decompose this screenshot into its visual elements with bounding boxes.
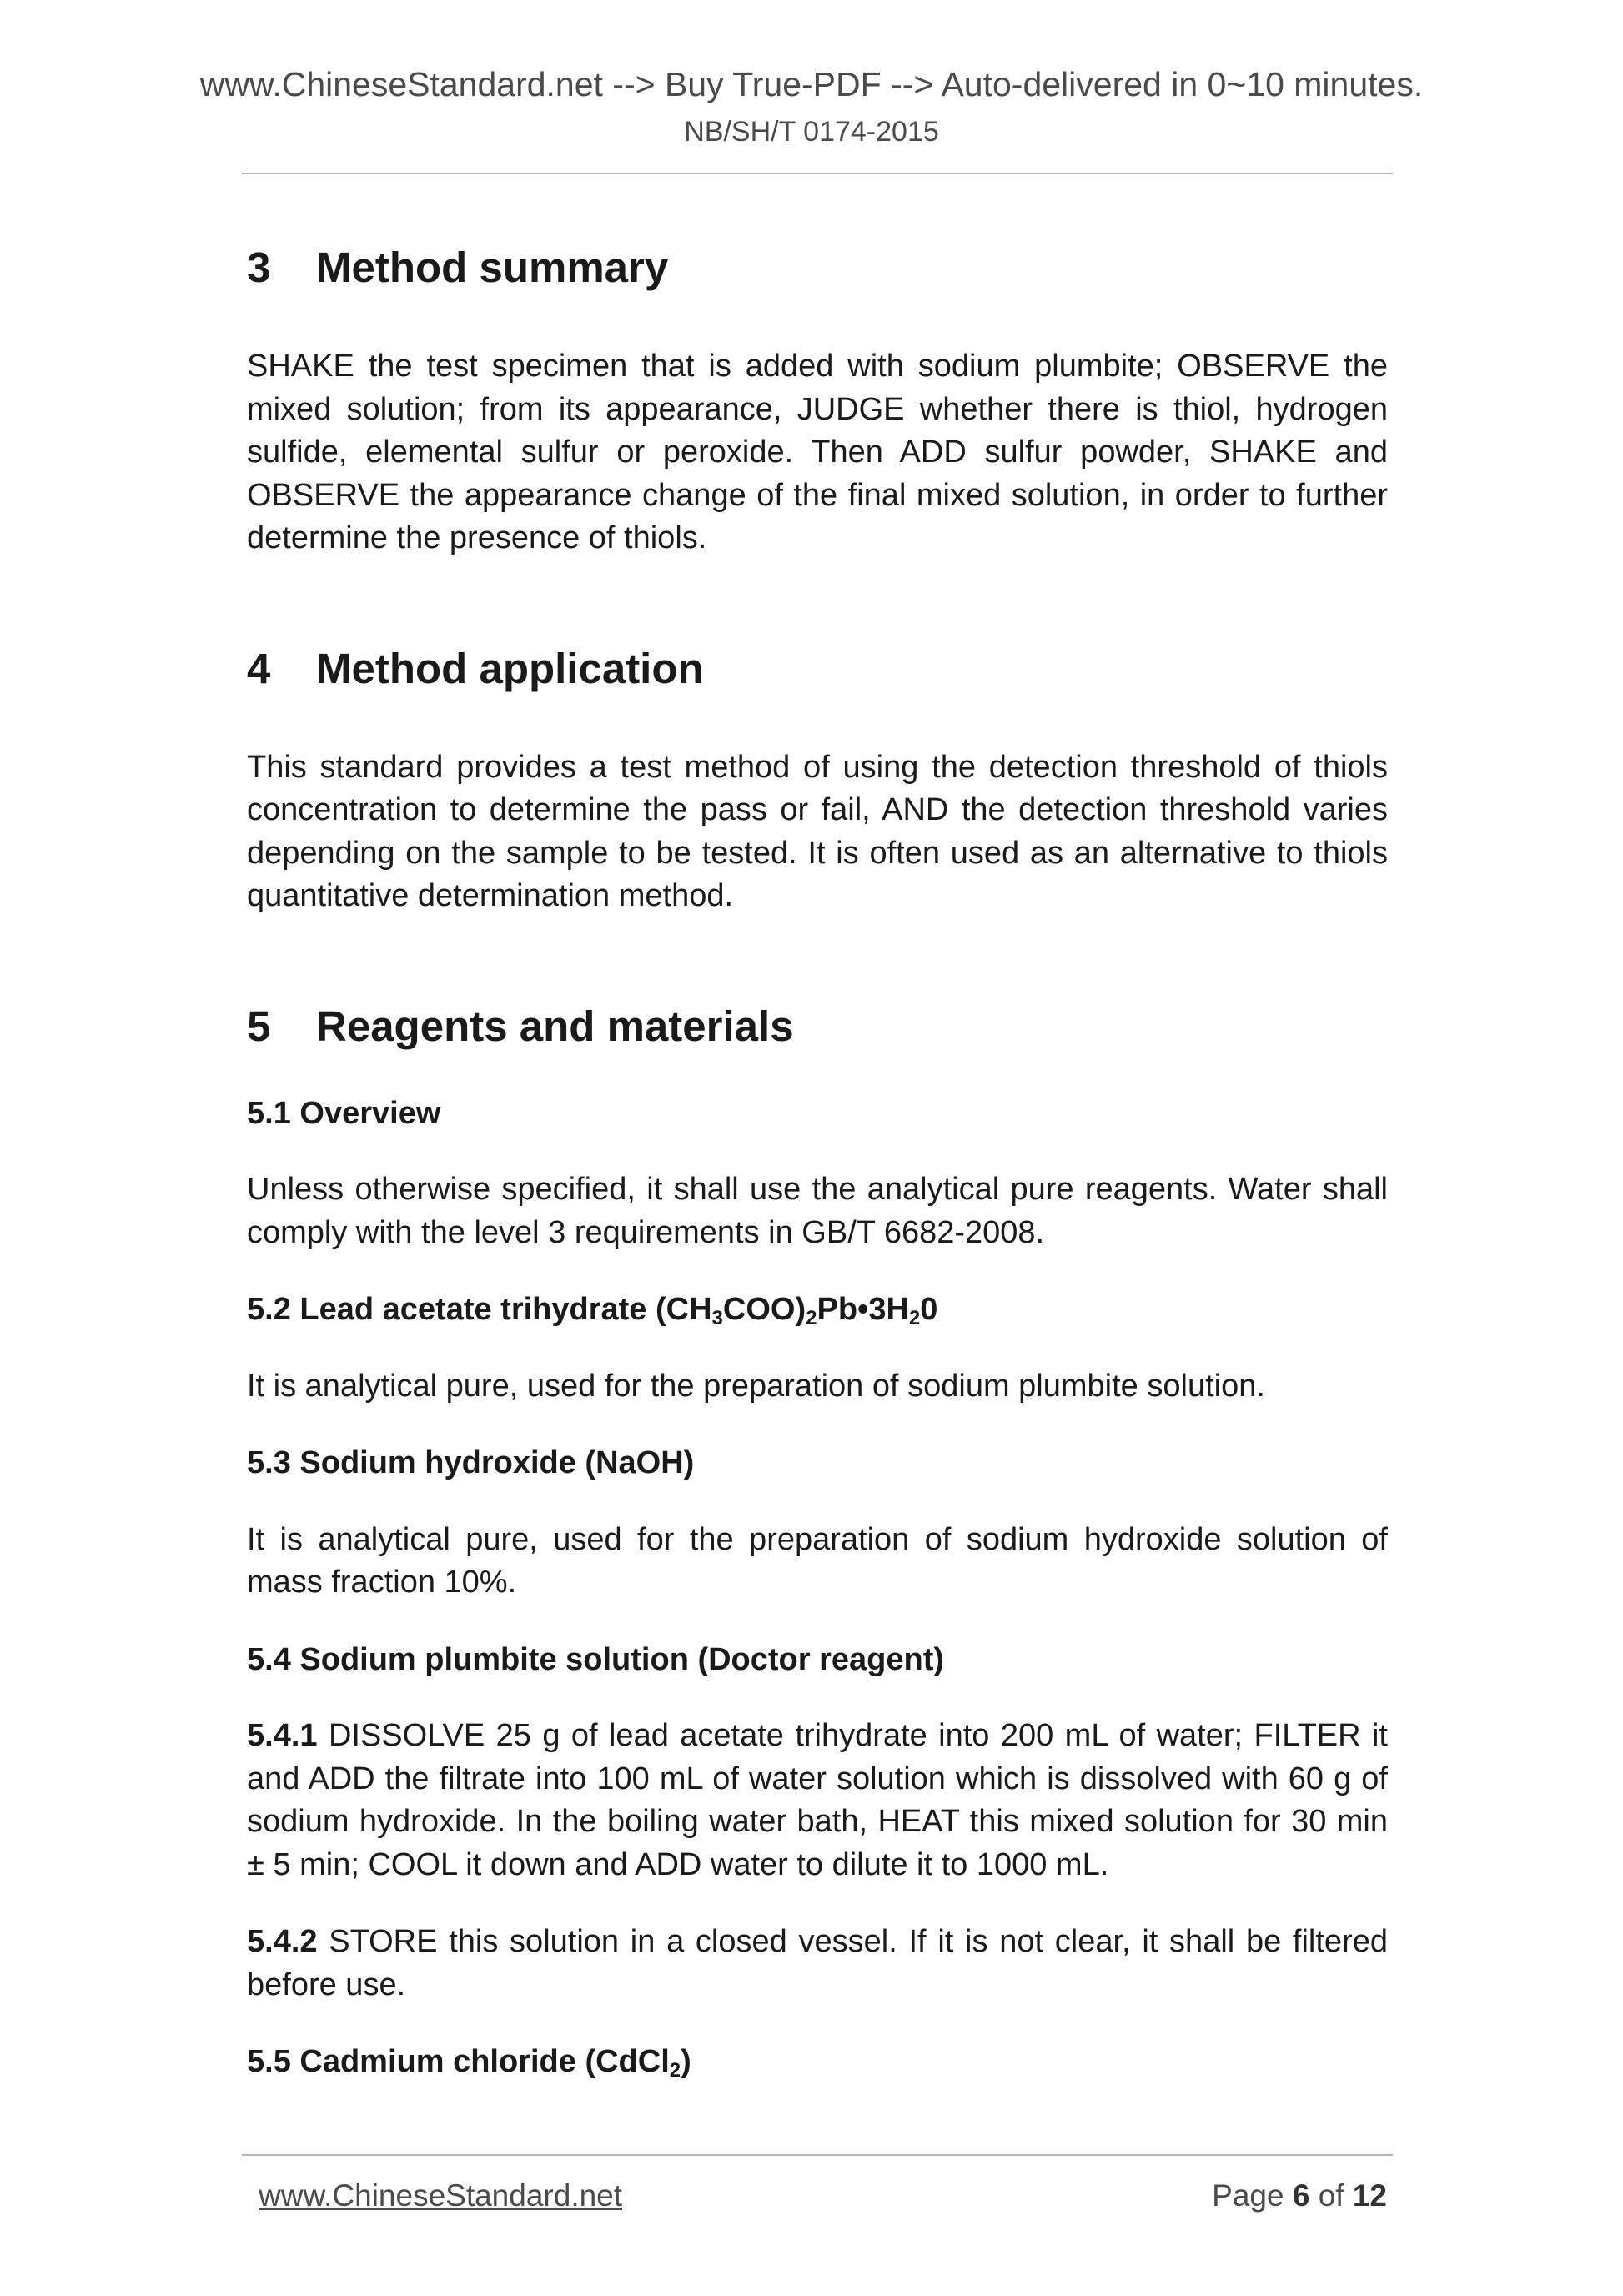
clause-text: STORE this solution in a closed vessel. If it is not clear, it shall be filtered before use.	[247, 1924, 1388, 2002]
section-4-body: This standard provides a test method of using the detection threshold of thiols concentration to determine the pass or fail, AND the detection threshold varies depending on the sample to be tested. It is often used as an alternative to thiols quantitative determination method.	[247, 749, 1388, 913]
standard-code: NB/SH/T 0174-2015	[684, 116, 939, 148]
section-title: Method summary	[316, 244, 669, 291]
subscript: 2	[806, 1307, 817, 1329]
header-banner: www.ChineseStandard.net --> Buy True-PDF --> Auto-delivered in 0~10 minutes.	[199, 65, 1424, 103]
subsection-5-4-heading: 5.4 Sodium plumbite solution (Doctor reagent)	[247, 1641, 945, 1677]
clause-number: 5.4.2	[247, 1924, 318, 1959]
header-divider	[242, 173, 1393, 174]
footer-divider	[242, 2154, 1393, 2156]
page-word: Page	[1212, 2178, 1284, 2213]
subscript: 2	[908, 1307, 921, 1329]
clause-text: DISSOLVE 25 g of lead acetate trihydrate into 200 mL of water; FILTER it and ADD the filtrate into 100 mL of water solution which is dissolved with 60 g of sodium hydroxide. In the boiling water bath, HEAT this mixed solution for 30 min ± 5 min; COOL it down and ADD water to dilute it to 1000 mL.	[247, 1718, 1388, 1882]
subsection-5-1-heading: 5.1 Overview	[247, 1095, 441, 1131]
subsection-5-3-body: It is analytical pure, used for the preparation of sodium hydroxide solution of mass fraction 10%.	[247, 1521, 1388, 1600]
subscript: 3	[711, 1307, 723, 1329]
subsection-5-3-heading: 5.3 Sodium hydroxide (NaOH)	[247, 1445, 695, 1480]
subsection-5-5-heading	[247, 2041, 1388, 2084]
page-of-word: of	[1318, 2178, 1344, 2213]
section-5-heading	[247, 974, 1388, 1079]
subsection-5-1-body: Unless otherwise specified, it shall use the analytical pure reagents. Water shall comply with the level 3 requirements in GB/T 6682-2008.	[247, 1172, 1388, 1250]
section-4-heading	[247, 616, 1388, 721]
heading-text: Pb•3H	[817, 1292, 909, 1327]
section-number: 5	[247, 1002, 271, 1050]
heading-text: 5.5 Cadmium chloride (CdCl	[247, 2044, 670, 2079]
section-title: Method application	[316, 644, 704, 692]
page-total: 12	[1352, 2178, 1387, 2213]
heading-text: 5.2 Lead acetate trihydrate (CH	[247, 1292, 712, 1327]
subscript: 2	[669, 2059, 681, 2082]
heading-text: 0	[920, 1292, 938, 1327]
section-number: 4	[247, 644, 271, 692]
page-indicator	[1212, 2178, 1387, 2213]
heading-text: COO)	[722, 1292, 806, 1327]
clause-5-4-1	[247, 1715, 1388, 1887]
clause-number: 5.4.1	[247, 1718, 318, 1753]
section-number: 3	[247, 244, 271, 291]
page-current: 6	[1292, 2178, 1310, 2213]
section-title: Reagents and materials	[316, 1002, 794, 1050]
heading-text: )	[681, 2044, 691, 2079]
subsection-5-2-body: It is analytical pure, used for the preparation of sodium plumbite solution.	[247, 1368, 1265, 1404]
subsection-5-2-heading	[247, 1289, 1388, 1332]
clause-5-4-2	[247, 1921, 1388, 2007]
footer-site-link[interactable]: www.ChineseStandard.net	[259, 2178, 623, 2213]
section-3-body: SHAKE the test specimen that is added with sodium plumbite; OBSERVE the mixed solution; from its appearance, JUDGE whether there is thiol, hydrogen sulfide, elemental sulfur or peroxide. Then ADD sulfur powder, SHAKE and OBSERVE the appearance change of the final mixed solution, in order to further determine the presence of thiols.	[247, 349, 1388, 555]
section-3-heading	[247, 215, 1388, 320]
page-content	[247, 215, 1388, 2084]
